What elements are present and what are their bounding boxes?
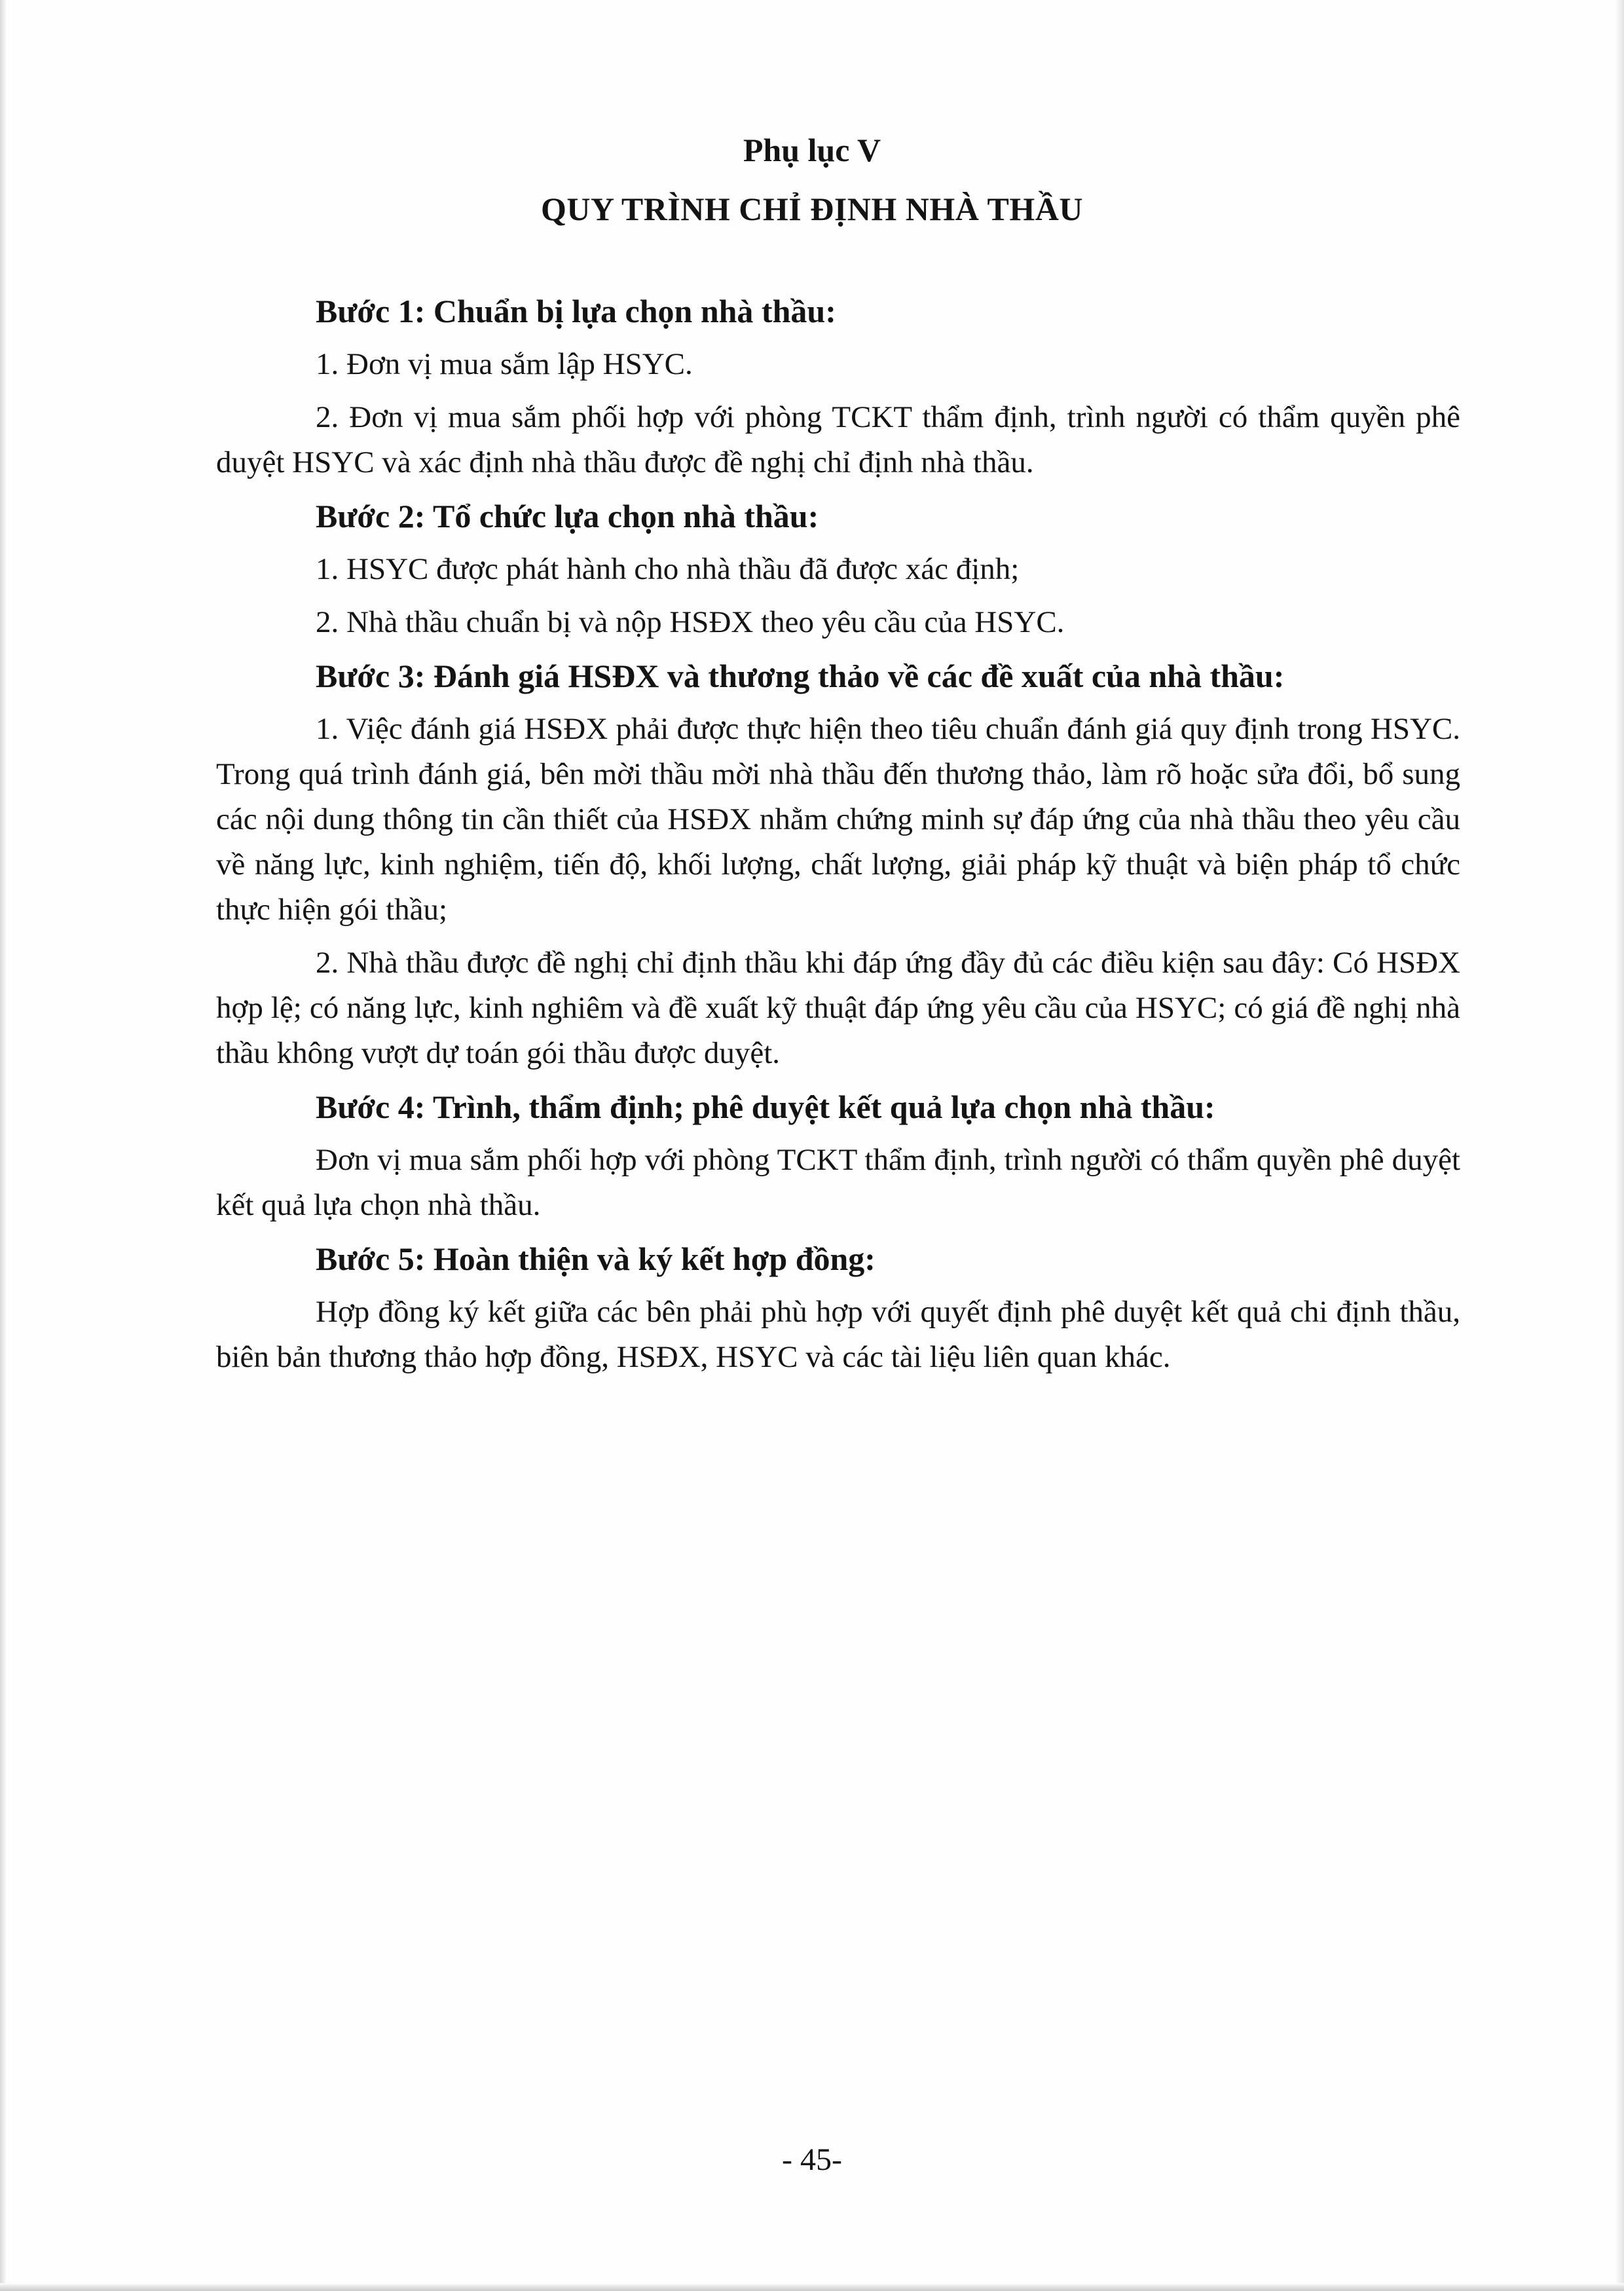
step-4-section [216,1084,1460,1228]
step-5-section [216,1236,1460,1380]
step-2-section [216,493,1460,645]
step-1-section [216,288,1460,485]
scan-edge-bottom [0,2283,1624,2291]
scan-edge-left [0,0,7,2291]
step-1-heading: Bước 1: Chuẩn bị lựa chọn nhà thầu: [316,293,836,329]
step-3-section [216,653,1460,1076]
appendix-label: Phụ lục V [743,132,881,168]
step-3-paragraph-1: 1. Việc đánh giá HSĐX phải được thực hiện theo tiêu chuẩn đánh giá quy định trong HSYC. Trong quá trình đánh giá, bên mời thầu mời nhà thầu đến thương thảo, làm rõ hoặc sửa đổi, bổ sung các nội dung thông tin cần thiết của HSĐX nhằm chứng minh sự đáp ứng của nhà thầu theo yêu cầu về năng lực, kinh nghiệm, tiến độ, khối lượng, chất lượng, giải pháp kỹ thuật và biện pháp tổ chức thực hiện gói thầu; [216,712,1460,927]
step-2-paragraph-2: 2. Nhà thầu chuẩn bị và nộp HSĐX theo yêu cầu của HSYC. [316,605,1065,639]
step-4-heading: Bước 4: Trình, thẩm định; phê duyệt kết quả lựa chọn nhà thầu: [316,1089,1215,1125]
step-3-heading: Bước 3: Đánh giá HSĐX và thương thảo về các đề xuất của nhà thầu: [316,658,1285,694]
document-body [216,288,1460,1388]
step-3-paragraph-2: 2. Nhà thầu được đề nghị chỉ định thầu khi đáp ứng đầy đủ các điều kiện sau đây: Có HSĐX hợp lệ; có năng lực, kinh nghiêm và đề xuất kỹ thuật đáp ứng yêu cầu của HSYC; có giá đề nghị nhà thầu không vượt dự toán gói thầu được duyệt. [216,946,1460,1070]
step-5-heading: Bước 5: Hoàn thiện và ký kết hợp đồng: [316,1240,876,1277]
step-4-paragraph-1: Đơn vị mua sắm phối hợp với phòng TCKT thẩm định, trình người có thẩm quyền phê duyệt kết quả lựa chọn nhà thầu. [216,1143,1460,1222]
scan-edge-right [1615,0,1624,2291]
page-title: QUY TRÌNH CHỈ ĐỊNH NHÀ THẦU [541,191,1083,227]
step-1-paragraph-1: 1. Đơn vị mua sắm lập HSYC. [316,347,693,381]
step-5-paragraph-1: Hợp đồng ký kết giữa các bên phải phù hợp với quyết định phê duyệt kết quả chi định thầu, biên bản thương thảo hợp đồng, HSĐX, HSYC và các tài liệu liên quan khác. [216,1295,1460,1374]
step-1-paragraph-2: 2. Đơn vị mua sắm phối hợp với phòng TCKT thẩm định, trình người có thẩm quyền phê duyệt HSYC và xác định nhà thầu được đề nghị chỉ định nhà thầu. [216,400,1460,479]
step-2-heading: Bước 2: Tổ chức lựa chọn nhà thầu: [316,498,819,534]
step-2-paragraph-1: 1. HSYC được phát hành cho nhà thầu đã được xác định; [316,552,1020,586]
page-number: - 45- [782,2142,842,2177]
